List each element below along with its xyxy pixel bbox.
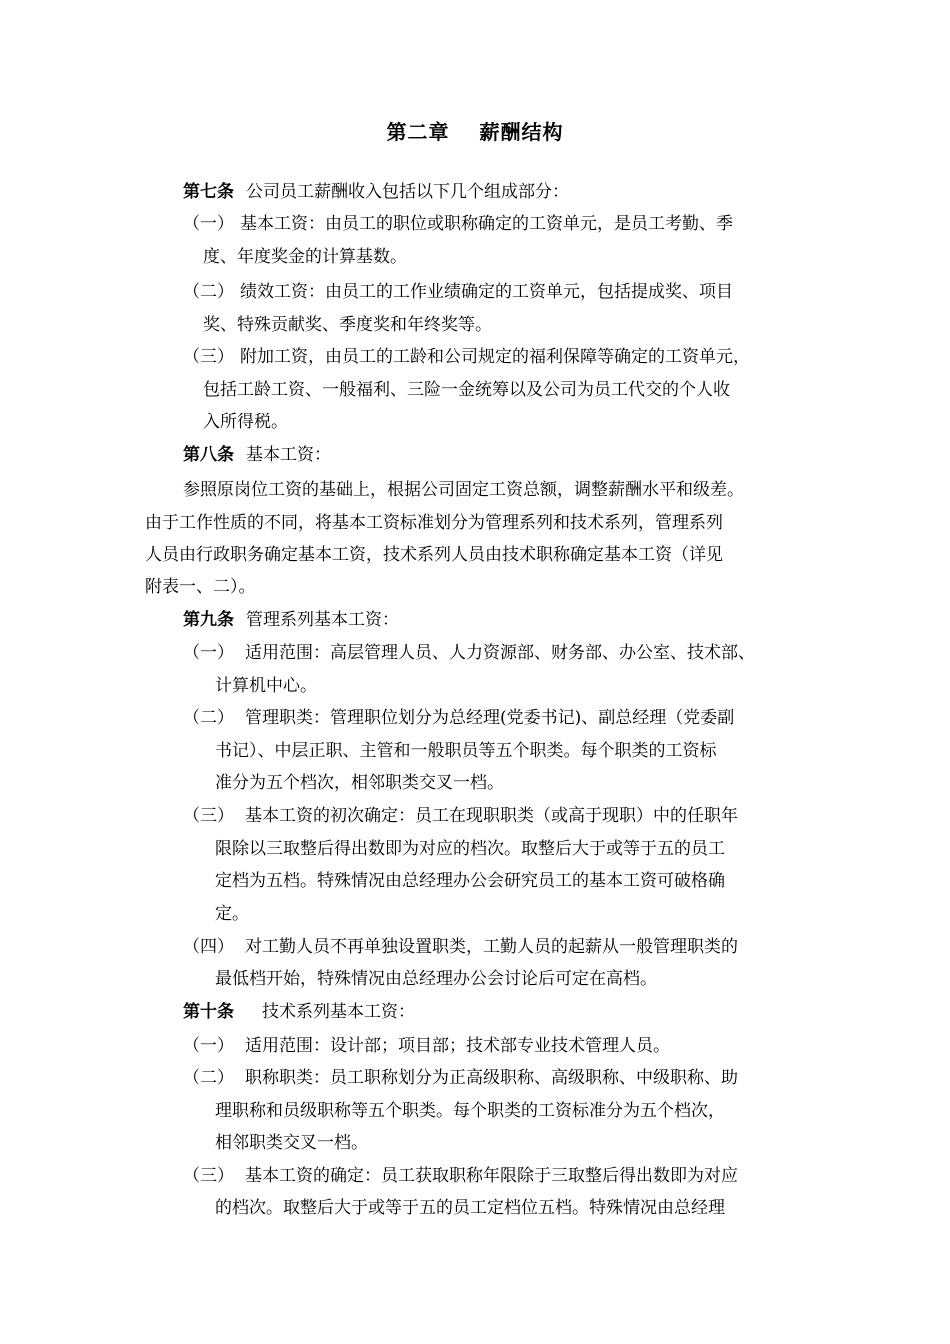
item-number: （四） xyxy=(183,937,234,957)
item-number: （二） xyxy=(183,282,234,302)
art9-item-3-line-2: 限除以三取整后得出数即为对应的档次。取整后大于或等于五的员工 xyxy=(215,839,725,859)
item-number: （二） xyxy=(183,1068,234,1088)
art10-item-1-line-1 xyxy=(183,1034,670,1058)
art7-item-3-line-3: 入所得税。 xyxy=(203,412,288,432)
art10-item-3-line-1 xyxy=(183,1164,738,1188)
art9-item-4-line-2: 最低档开始，特殊情况由总经理办公会讨论后可定在高档。 xyxy=(215,969,657,989)
art10-item-2-line-1 xyxy=(183,1066,738,1090)
art8-para-line-4: 附表一、二）。 xyxy=(145,577,256,597)
art9-item-2-line-1 xyxy=(183,706,734,730)
art10-item-2-line-2: 理职称和员级职称等五个职类。每个职类的工资标准分为五个档次， xyxy=(215,1101,725,1121)
item-number: （三） xyxy=(183,347,234,367)
art7-item-2-line-2: 奖、特殊贡献奖、季度奖和年终奖等。 xyxy=(203,315,492,335)
art9-item-3-line-3: 定档为五档。特殊情况由总经理办公会研究员工的基本工资可破格确 xyxy=(215,871,725,891)
item-text: 附加工资，由员工的工龄和公司规定的福利保障等确定的工资单元， xyxy=(240,347,750,367)
item-text: 职称职类：员工职称划分为正高级职称、高级职称、中级职称、助 xyxy=(245,1068,738,1088)
art7-item-2-line-1 xyxy=(183,280,733,304)
art9-item-1-line-1 xyxy=(183,641,755,665)
art7-item-3-line-1 xyxy=(183,345,750,369)
article-text: 公司员工薪酬收入包括以下几个组成部分： xyxy=(246,182,569,202)
item-text: 基本工资的初次确定：员工在现职职类（或高于现职）中的任职年 xyxy=(245,806,738,826)
article-8-heading xyxy=(183,443,331,467)
art8-para-line-3: 人员由行政职务确定基本工资，技术系列人员由技术职称确定基本工资（详见 xyxy=(145,545,723,565)
art7-item-1-line-1 xyxy=(183,212,733,236)
article-9-heading xyxy=(183,608,399,632)
item-text: 基本工资：由员工的职位或职称确定的工资单元，是员工考勤、季 xyxy=(240,214,733,234)
chapter-number: 第二章 xyxy=(386,120,450,144)
art7-item-3-line-2: 包括工龄工资、一般福利、三险一金统筹以及公司为员工代交的个人收 xyxy=(203,380,730,400)
item-text: 对工勤人员不再单独设置职类，工勤人员的起薪从一般管理职类的 xyxy=(245,937,738,957)
art9-item-3-line-1 xyxy=(183,804,738,828)
chapter-title xyxy=(0,116,950,145)
article-label: 第十条 xyxy=(183,1002,234,1022)
article-10-heading xyxy=(183,1000,415,1024)
item-number: （一） xyxy=(183,1036,234,1056)
art10-item-3-line-2: 的档次。取整后大于或等于五的员工定档位五档。特殊情况由总经理 xyxy=(215,1198,725,1218)
art10-item-2-line-3: 相邻职类交叉一档。 xyxy=(215,1133,368,1153)
article-label: 第九条 xyxy=(183,610,234,630)
art9-item-2-line-3: 准分为五个档次，相邻职类交叉一档。 xyxy=(215,773,504,793)
article-label: 第八条 xyxy=(183,445,234,465)
article-text: 管理系列基本工资： xyxy=(246,610,399,630)
art8-para-line-1: 参照原岗位工资的基础上，根据公司固定工资总额，调整薪酬水平和级差。 xyxy=(183,480,744,500)
article-text: 基本工资： xyxy=(246,445,331,465)
article-text: 技术系列基本工资： xyxy=(262,1002,415,1022)
item-text: 适用范围：高层管理人员、人力资源部、财务部、办公室、技术部、 xyxy=(245,643,755,663)
art9-item-4-line-1 xyxy=(183,935,738,959)
article-7-heading xyxy=(183,180,569,204)
item-number: （二） xyxy=(183,708,234,728)
item-text: 管理职类：管理职位划分为总经理(党委书记)、副总经理（党委副 xyxy=(245,708,735,728)
item-number: （一） xyxy=(183,643,234,663)
art9-item-2-line-2: 书记）、中层正职、主管和一般职员等五个职类。每个职类的工资标 xyxy=(215,741,717,761)
item-number: （三） xyxy=(183,806,234,826)
item-text: 适用范围：设计部；项目部；技术部专业技术管理人员。 xyxy=(245,1036,670,1056)
art7-item-1-line-2: 度、年度奖金的计算基数。 xyxy=(203,247,407,267)
art9-item-3-line-4: 定。 xyxy=(215,904,249,924)
item-text: 基本工资的确定：员工获取职称年限除于三取整后得出数即为对应 xyxy=(245,1166,738,1186)
item-number: （三） xyxy=(183,1166,234,1186)
chapter-name: 薪酬结构 xyxy=(479,120,564,144)
article-label: 第七条 xyxy=(183,182,234,202)
item-text: 绩效工资：由员工的工作业绩确定的工资单元，包括提成奖、项目 xyxy=(240,282,733,302)
art8-para-line-2: 由于工作性质的不同，将基本工资标准划分为管理系列和技术系列，管理系列 xyxy=(145,513,723,533)
item-number: （一） xyxy=(183,214,234,234)
art9-item-1-line-2: 计算机中心。 xyxy=(215,676,317,696)
